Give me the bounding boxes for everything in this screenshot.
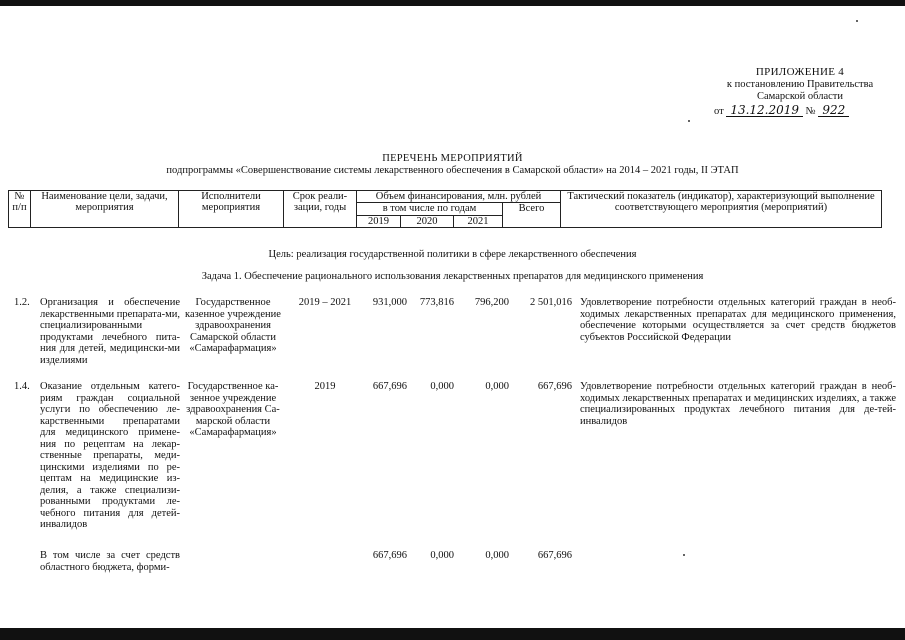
appendix-title: ПРИЛОЖЕНИЕ 4 — [755, 66, 845, 78]
row-num: 1.2. — [14, 297, 30, 308]
row-num: 1.4. — [14, 381, 30, 392]
scan-speck — [683, 554, 685, 556]
row-executor: Государственное ка-зенное учреждение здравоохранения Са-марской области «Самарафармация» — [186, 381, 280, 438]
row-name: В том числе за счет средств областного бюджета, форми- — [40, 550, 180, 573]
row-value-2020: 773,816 — [419, 297, 454, 308]
row-name: Оказание отдельным катего-риям граждан социальной услуги по обеспечению ле-карственными препаратами для медицинского примене-ния по рецептам на лекар-ственные препараты, меди-цинскими изделиями по ре-цептам на медицинские из-делия, а также специализи-рованными продуктами ле-чебного питания для детей-инвалидов — [40, 381, 180, 530]
row-value-total: 667,696 — [537, 381, 572, 392]
row-executor: Государственное казенное учреждение здравоохранения Самарской области «Самарафармация» — [185, 297, 281, 354]
header-funding: Объем финансирования, млн. рублей — [357, 191, 561, 203]
row-value-2021: 0,000 — [485, 381, 509, 392]
row-term: 2019 – 2021 — [298, 297, 352, 308]
row-name: Организация и обеспечение лекарственными препарата-ми, специализированными продуктами лечебного пита-ния для детей, медицински-ми изделиями — [40, 297, 180, 366]
row-value-2020: 0,000 — [430, 381, 454, 392]
scan-top-border — [0, 0, 905, 6]
goal-heading: Цель: реализация государственной политики в сфере лекарственного обеспечения — [268, 249, 637, 260]
row-indicator: Удовлетворение потребности отдельных категорий граждан в необ-ходимых лекарственных препаратах для медицинского применения, обеспечение которыми осуществляется за счет средств бюджетов субъектов Российской Федерации — [580, 297, 896, 343]
row-indicator: Удовлетворение потребности отдельных категорий граждан в необ-ходимых лекарственных препаратах и медицинских изделиях, а также специализированных продуктах лечебного питания для де-тей-инвалидов — [580, 381, 896, 427]
header-2020: 2020 — [401, 216, 454, 228]
row-value-2020: 0,000 — [430, 550, 454, 561]
scan-bottom-border — [0, 628, 905, 640]
from-label: от — [714, 105, 724, 117]
appendix-line2: Самарской области — [757, 91, 843, 102]
header-num: № п/п — [9, 191, 31, 228]
appendix-signature-line — [700, 104, 900, 119]
handwritten-date: 13.12.2019 — [726, 104, 803, 118]
number-label: № — [805, 105, 816, 117]
header-name: Наименование цели, задачи, мероприятия — [31, 191, 179, 228]
row-value-2019: 667,696 — [372, 550, 407, 561]
document-subtitle: подпрограммы «Совершенствование системы лекарственного обеспечения в Самарской области» на 2014 – 2021 годы, II ЭТАП — [166, 165, 739, 176]
table-header — [8, 190, 882, 228]
row-value-total: 667,696 — [537, 550, 572, 561]
header-executors: Исполнители мероприятия — [179, 191, 284, 228]
row-value-2021: 0,000 — [485, 550, 509, 561]
handwritten-number: 922 — [818, 104, 849, 118]
header-term: Срок реали-зации, годы — [284, 191, 357, 228]
header-2019: 2019 — [357, 216, 401, 228]
row-value-2019: 931,000 — [372, 297, 407, 308]
header-by-years: в том числе по годам — [357, 203, 503, 216]
row-value-total: 2 501,016 — [530, 297, 572, 308]
document-title: ПЕРЕЧЕНЬ МЕРОПРИЯТИЙ — [382, 153, 523, 164]
header-indicator: Тактический показатель (индикатор), характеризующий выполнение соответствующего мероприятия (мероприятий) — [561, 191, 882, 228]
row-value-2021: 796,200 — [474, 297, 509, 308]
row-term: 2019 — [314, 381, 336, 392]
appendix-block — [700, 66, 900, 118]
task-heading: Задача 1. Обеспечение рационального использования лекарственных препаратов для медицинского применения — [201, 271, 704, 282]
scan-speck — [856, 20, 858, 22]
scan-speck — [688, 120, 690, 122]
row-value-2019: 667,696 — [372, 381, 407, 392]
header-2021: 2021 — [454, 216, 503, 228]
appendix-line1: к постановлению Правительства — [726, 78, 874, 90]
header-total: Всего — [503, 203, 561, 228]
